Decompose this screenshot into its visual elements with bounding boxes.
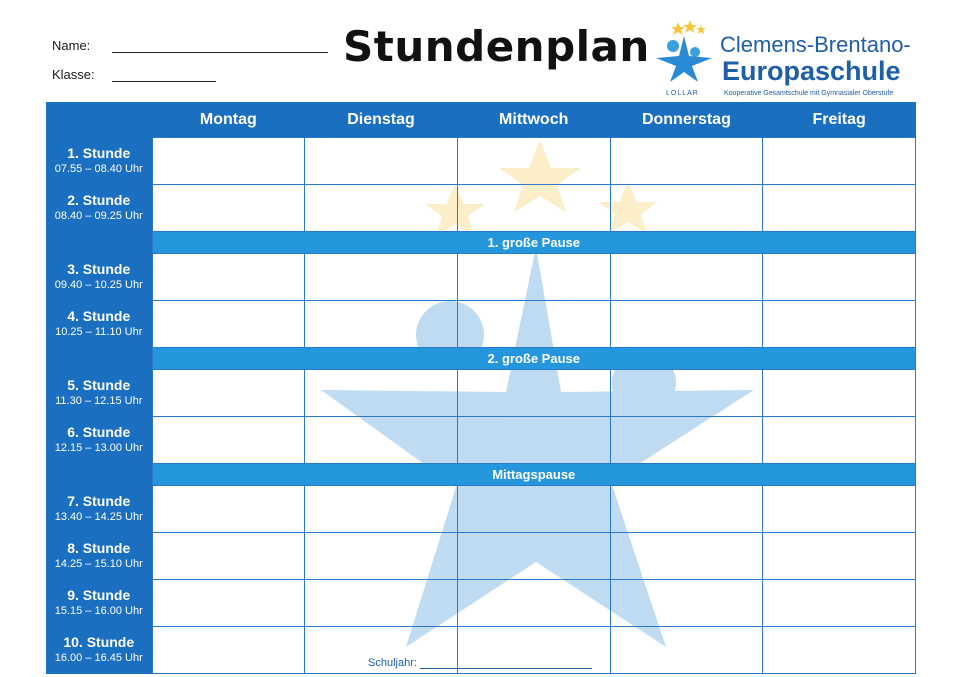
period-time: 15.15 – 16.00 Uhr — [54, 605, 143, 617]
period-label: 10. Stunde — [63, 634, 135, 651]
lesson-cell[interactable] — [457, 370, 610, 417]
period-label: 1. Stunde — [67, 145, 131, 161]
period-time: 14.25 – 15.10 Uhr — [54, 558, 143, 570]
day-header-tuesday: Dienstag — [305, 102, 458, 138]
lesson-cell[interactable] — [763, 417, 916, 464]
break-row — [46, 464, 916, 486]
lesson-cell[interactable] — [610, 370, 763, 417]
star-figure-icon — [652, 18, 716, 82]
lesson-cell[interactable] — [152, 417, 305, 464]
lesson-cell[interactable] — [305, 580, 458, 627]
period-time: 16.00 – 16.45 Uhr — [54, 652, 143, 665]
table-row — [46, 486, 916, 533]
table-row — [46, 417, 916, 464]
lesson-cell[interactable] — [763, 185, 916, 232]
period-label: 8. Stunde — [67, 540, 131, 556]
lesson-cell[interactable] — [457, 185, 610, 232]
period-5 — [46, 370, 152, 417]
lesson-cell[interactable] — [305, 417, 458, 464]
period-time: 11.30 – 12.15 Uhr — [55, 395, 143, 407]
period-label: 2. Stunde — [67, 192, 131, 209]
table-row — [46, 370, 916, 417]
period-9 — [46, 580, 152, 627]
table-row — [46, 301, 916, 348]
period-2 — [46, 185, 152, 232]
period-label: 9. Stunde — [67, 587, 131, 603]
logo-city: LOLLAR — [666, 90, 699, 97]
header-corner — [46, 102, 152, 138]
break-side — [46, 348, 152, 370]
lesson-cell[interactable] — [763, 580, 916, 627]
lesson-cell[interactable] — [305, 138, 458, 185]
break-label: 1. große Pause — [152, 232, 916, 254]
period-label: 3. Stunde — [67, 261, 131, 277]
lesson-cell[interactable] — [305, 185, 458, 232]
lesson-cell[interactable] — [610, 580, 763, 627]
day-header-wednesday: Mittwoch — [457, 102, 610, 138]
lesson-cell[interactable] — [152, 301, 305, 348]
lesson-cell[interactable] — [763, 533, 916, 580]
lesson-cell[interactable] — [457, 417, 610, 464]
class-label: Klasse: — [52, 67, 95, 82]
period-label: 7. Stunde — [67, 493, 131, 509]
class-field-line[interactable] — [112, 69, 216, 82]
logo-tagline: Kooperative Gesamtschule mit Gymnasialer Oberstufe — [724, 90, 894, 97]
lesson-cell[interactable] — [305, 254, 458, 301]
school-year-label: Schuljahr: — [368, 657, 417, 669]
table-row — [46, 185, 916, 232]
lesson-cell[interactable] — [305, 301, 458, 348]
lesson-cell[interactable] — [305, 486, 458, 533]
period-time: 09.40 – 10.25 Uhr — [54, 279, 143, 291]
lesson-cell[interactable] — [763, 138, 916, 185]
period-8 — [46, 533, 152, 580]
period-time: 13.40 – 14.25 Uhr — [54, 511, 143, 523]
table-row — [46, 254, 916, 301]
lesson-cell[interactable] — [152, 254, 305, 301]
period-7 — [46, 486, 152, 533]
lesson-cell[interactable] — [610, 185, 763, 232]
lesson-cell[interactable] — [610, 301, 763, 348]
table-row — [46, 138, 916, 185]
school-year-field-line[interactable] — [420, 658, 592, 669]
lesson-cell[interactable] — [610, 417, 763, 464]
lesson-cell[interactable] — [457, 138, 610, 185]
schedule-table — [46, 102, 916, 674]
lesson-cell[interactable] — [152, 138, 305, 185]
day-header-thursday: Donnerstag — [610, 102, 763, 138]
period-label: 4. Stunde — [67, 308, 131, 325]
lesson-cell[interactable] — [763, 254, 916, 301]
break-side — [46, 232, 152, 254]
school-logo — [652, 18, 952, 102]
period-label: 6. Stunde — [67, 424, 131, 441]
lesson-cell[interactable] — [457, 533, 610, 580]
lesson-cell[interactable] — [610, 138, 763, 185]
lesson-cell[interactable] — [610, 254, 763, 301]
period-time: 08.40 – 09.25 Uhr — [54, 210, 143, 223]
lesson-cell[interactable] — [457, 486, 610, 533]
logo-line1: Clemens-Brentano- — [720, 32, 911, 57]
lesson-cell[interactable] — [152, 370, 305, 417]
lesson-cell[interactable] — [152, 533, 305, 580]
break-row — [46, 348, 916, 370]
break-side — [46, 464, 152, 486]
lesson-cell[interactable] — [763, 486, 916, 533]
logo-line2: Europaschule — [722, 56, 901, 86]
table-row — [46, 580, 916, 627]
period-6 — [46, 417, 152, 464]
day-header-friday: Freitag — [763, 102, 916, 138]
lesson-cell[interactable] — [457, 254, 610, 301]
period-time: 12.15 – 13.00 Uhr — [54, 442, 143, 455]
name-field-line[interactable] — [112, 40, 328, 53]
lesson-cell[interactable] — [763, 301, 916, 348]
page-title: Stundenplan — [343, 22, 650, 71]
lesson-cell[interactable] — [457, 580, 610, 627]
break-row — [46, 232, 916, 254]
lesson-cell[interactable] — [610, 533, 763, 580]
period-1 — [46, 138, 152, 185]
lesson-cell[interactable] — [305, 533, 458, 580]
lesson-cell[interactable] — [152, 486, 305, 533]
table-row — [46, 533, 916, 580]
class-row — [52, 67, 216, 82]
name-label: Name: — [52, 38, 91, 53]
period-time: 10.25 – 11.10 Uhr — [55, 326, 143, 339]
lesson-cell[interactable] — [763, 370, 916, 417]
lesson-cell[interactable] — [457, 301, 610, 348]
lesson-cell[interactable] — [610, 486, 763, 533]
break-label: Mittagspause — [152, 464, 916, 486]
name-row — [52, 38, 328, 53]
lesson-cell[interactable] — [152, 185, 305, 232]
period-4 — [46, 301, 152, 348]
lesson-cell[interactable] — [305, 370, 458, 417]
lesson-cell[interactable] — [152, 580, 305, 627]
footer — [0, 657, 960, 669]
period-3 — [46, 254, 152, 301]
day-header-monday: Montag — [152, 102, 305, 138]
period-time: 07.55 – 08.40 Uhr — [54, 163, 143, 175]
break-label: 2. große Pause — [152, 348, 916, 370]
period-label: 5. Stunde — [67, 377, 131, 393]
